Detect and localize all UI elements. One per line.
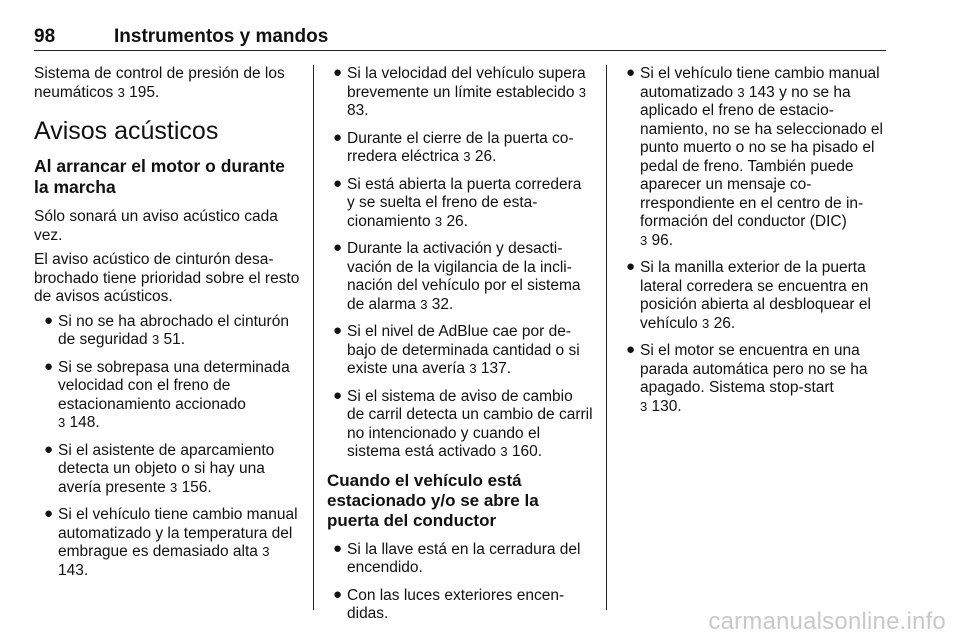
page-number: 98 xyxy=(34,26,56,47)
paragraph: El aviso acústico de cinturón desabrochado tiene prioridad sobre el resto de avisos acústicos. xyxy=(34,251,300,305)
bullet-icon: ● xyxy=(333,174,343,192)
page-ref-link[interactable]: 26. xyxy=(474,148,497,165)
page-ref-link[interactable]: 26. xyxy=(446,212,468,230)
page-ref-icon: 3 xyxy=(640,398,648,414)
bullet-list xyxy=(34,313,300,581)
page-ref-link[interactable]: 83. xyxy=(347,102,369,119)
page-ref-icon: 3 xyxy=(640,232,648,248)
bullet-icon: ● xyxy=(44,505,54,522)
list-item: ● Durante el cierre de la puerta corredera eléctrica 3 26. xyxy=(333,128,574,165)
page-ref-link[interactable]: 143. xyxy=(58,561,89,579)
section-title: Instrumentos y mandos xyxy=(114,26,329,47)
list-item: ● Si el motor se encuentra en una parada automática pero no se ha apagado. Sistema stop-start 3 130. xyxy=(626,341,868,415)
paragraph: Sólo sonará un aviso acústico cada vez. xyxy=(34,208,278,244)
bullet-icon: ● xyxy=(44,357,54,375)
bullet-list xyxy=(327,541,593,624)
page-ref-link[interactable]: 32. xyxy=(431,295,454,313)
list-item: ● Si el vehículo tiene cambio manual automatizado y la temperatura del embrague es demasiado alta 3 143. xyxy=(44,505,298,579)
bullet-icon: ● xyxy=(333,585,343,603)
page-ref-icon: 3 xyxy=(500,444,508,459)
bullet-icon: ● xyxy=(333,322,343,339)
page-ref-link[interactable]: 143 xyxy=(748,83,775,101)
page-ref-icon: 3 xyxy=(58,415,66,430)
page-ref-icon: 3 xyxy=(702,315,710,331)
bullet-list xyxy=(327,65,593,462)
subsection-heading: Al arrancar el motor o durante la marcha xyxy=(34,156,285,197)
page-ref-link[interactable]: 96. xyxy=(651,231,674,249)
page-ref-icon: 3 xyxy=(151,332,160,347)
list-item: ● Si el vehículo tiene cambio manual automatizado 3 143 y no se ha aplicado el freno de estacionamiento, no se ha seleccionado el punto muerto o no se ha pisado el pedal de freno. También puede aparecer un mensaje correspondiente en el centro de información del conductor (DIC) 3 96. xyxy=(626,64,883,249)
page-ref-icon: 3 xyxy=(737,84,745,100)
section-heading: Avisos acústicos xyxy=(34,117,219,145)
page-ref-link[interactable]: 156. xyxy=(181,478,212,496)
list-item: ● Si la llave está en la cerradura del encendido. xyxy=(333,539,581,576)
page-ref-link[interactable]: 195. xyxy=(129,83,160,101)
column-1 xyxy=(34,65,300,589)
bullet-list xyxy=(620,65,888,416)
list-item: ● Si el asistente de aparcamiento detecta un objeto o si hay una avería presente 3 156. xyxy=(44,440,275,496)
list-item: ● Si no se ha abrochado el cinturón de seguridad 3 51. xyxy=(44,311,289,348)
page-ref-link[interactable]: 26. xyxy=(713,314,736,332)
bullet-icon: ● xyxy=(333,64,343,81)
bullet-icon: ● xyxy=(333,128,343,146)
page-ref-link[interactable]: 130. xyxy=(651,397,682,415)
page-ref-icon: 3 xyxy=(578,84,587,100)
page-ref-icon: 3 xyxy=(170,479,178,495)
subsection-heading: Cuando el vehículo está estacionado y/o se abre la puerta del conductor xyxy=(327,470,539,530)
bullet-icon: ● xyxy=(626,64,636,81)
intro-paragraph: Sistema de control de presión de los neumáticos 3 195. xyxy=(34,65,285,101)
list-item: ● Si el nivel de AdBlue cae por debajo de determinada cantidad o si existe una avería 3 137. xyxy=(333,322,580,377)
bullet-icon: ● xyxy=(333,239,343,256)
bullet-icon: ● xyxy=(333,539,343,557)
list-item: ● Si la velocidad del vehículo supera brevemente un límite establecido 3 83. xyxy=(333,64,587,119)
bullet-icon: ● xyxy=(333,386,343,404)
bullet-icon: ● xyxy=(626,258,636,275)
column-divider xyxy=(606,65,607,610)
column-divider xyxy=(313,65,314,610)
page-ref-link[interactable]: 51. xyxy=(163,331,186,348)
list-item: ● Durante la activación y desactivación de la vigilancia de la inclinación del vehículo por el sistema de alarma 3 32. xyxy=(333,239,581,313)
list-item: ● Con las luces exteriores encendidas. xyxy=(333,585,565,622)
page-header xyxy=(34,22,886,51)
bullet-icon: ● xyxy=(44,440,54,458)
column-2 xyxy=(327,65,593,633)
page-ref-icon: 3 xyxy=(469,361,477,376)
column-3 xyxy=(620,65,888,425)
page-ref-icon: 3 xyxy=(262,544,270,559)
page-ref-link[interactable]: 137. xyxy=(480,360,512,377)
page-ref-link[interactable]: 148. xyxy=(69,414,100,431)
page-ref-link[interactable]: 160. xyxy=(511,443,543,460)
page-ref-icon: 3 xyxy=(117,84,125,100)
watermark: carmanualsonline.info xyxy=(708,608,946,635)
bullet-icon: ● xyxy=(626,341,636,358)
list-item: ● Si el sistema de aviso de cambio de carril detecta un cambio de carril no intencionado y cuando el sistema está activado 3 160. xyxy=(333,386,593,460)
list-item: ● Si la manilla exterior de la puerta lateral corredera se encuentra en posición abierta al desbloquear el vehículo 3 26. xyxy=(626,258,871,332)
page-ref-icon: 3 xyxy=(420,296,428,312)
list-item: ● Si está abierta la puerta corredera y se suelta el freno de estacionamiento 3 26. xyxy=(333,174,582,230)
list-item: ● Si se sobrepasa una determinada velocidad con el freno de estacionamiento accionado 3 148. xyxy=(44,357,290,431)
page-ref-icon: 3 xyxy=(434,213,443,229)
page-ref-icon: 3 xyxy=(463,149,471,164)
bullet-icon: ● xyxy=(44,311,54,329)
